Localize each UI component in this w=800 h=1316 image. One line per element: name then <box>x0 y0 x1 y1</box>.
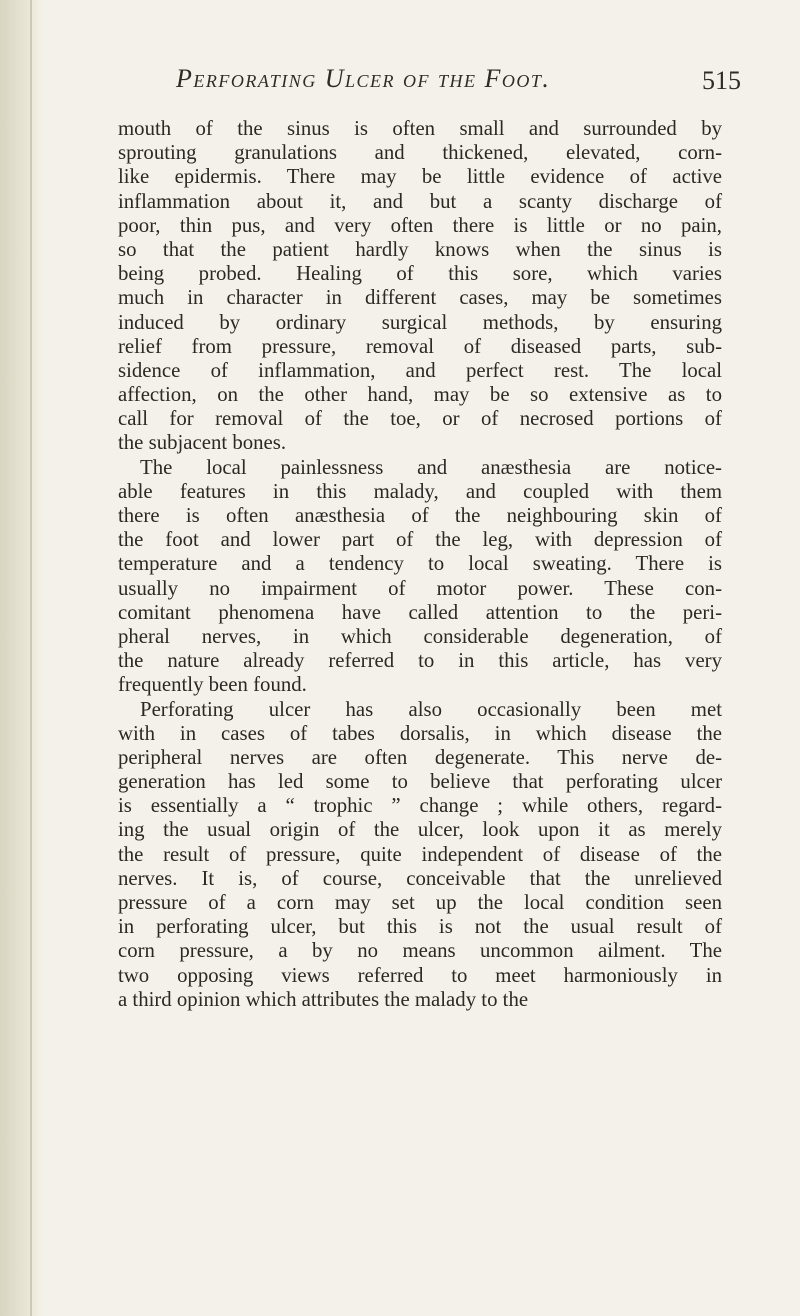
text-line: much in character in different cases, may be sometimes <box>118 286 722 310</box>
text-line: usually no impairment of motor power. These con- <box>118 576 722 600</box>
text-line: corn pressure, a by no means uncommon ailment. The <box>118 939 722 963</box>
body-text <box>118 117 722 1012</box>
text-line: comitant phenomena have called attention to the peri- <box>118 600 722 624</box>
text-line: sprouting granulations and thickened, elevated, corn- <box>118 141 722 165</box>
text-line: the subjacent bones. <box>118 431 287 455</box>
text-line: induced by ordinary surgical methods, by ensuring <box>118 310 722 334</box>
text-line: call for removal of the toe, or of necrosed portions of <box>118 407 722 431</box>
text-line: inflammation about it, and but a scanty discharge of <box>118 189 722 213</box>
text-line: in perforating ulcer, but this is not the usual result of <box>118 915 722 939</box>
text-line: temperature and a tendency to local sweating. There is <box>118 552 722 576</box>
text-line: relief from pressure, removal of diseased parts, sub- <box>118 334 722 358</box>
text-line: sidence of inflammation, and perfect rest. The local <box>118 358 722 382</box>
text-line: a third opinion which attributes the malady to the <box>118 987 529 1011</box>
text-line: poor, thin pus, and very often there is little or no pain, <box>118 213 722 237</box>
text-line: so that the patient hardly knows when the sinus is <box>118 237 722 261</box>
text-line: two opposing views referred to meet harmoniously in <box>118 963 722 987</box>
text-line: is essentially a “ trophic ” change ; while others, regard- <box>118 794 722 818</box>
text-line: there is often anæsthesia of the neighbouring skin of <box>118 504 722 527</box>
paragraph-1 <box>118 117 722 456</box>
page-number: 515 <box>702 66 741 95</box>
text-line: affection, on the other hand, may be so extensive as to <box>118 383 722 407</box>
text-line: generation has led some to believe that perforating ulcer <box>118 770 722 794</box>
text-line: being probed. Healing of this sore, which varies <box>118 262 722 286</box>
binding-shadow-line <box>30 0 32 1316</box>
paragraph-2 <box>118 456 722 698</box>
text-line: able features in this malady, and coupled with them <box>118 479 722 503</box>
text-line: pressure of a corn may set up the local condition seen <box>118 891 722 914</box>
text-line: like epidermis. There may be little evidence of active <box>118 165 722 189</box>
book-page <box>118 0 741 1316</box>
text-line: The local painlessness and anæsthesia are notice- <box>140 455 722 479</box>
text-line: frequently been found. <box>118 673 307 697</box>
text-line: nerves. It is, of course, conceivable that the unrelieved <box>118 866 722 890</box>
running-header <box>176 60 741 104</box>
text-line: pheral nerves, in which considerable degeneration, of <box>118 624 722 648</box>
text-line: ing the usual origin of the ulcer, look upon it as merely <box>118 818 722 842</box>
binding-gutter <box>0 0 42 1316</box>
text-line: peripheral nerves are often degenerate. This nerve de- <box>118 745 722 769</box>
text-line: with in cases of tabes dorsalis, in which disease the <box>118 721 722 745</box>
text-line: the foot and lower part of the leg, with depression of <box>118 528 722 552</box>
text-line: mouth of the sinus is often small and surrounded by <box>118 117 722 140</box>
text-line: the result of pressure, quite independent of disease of the <box>118 842 722 866</box>
paragraph-3 <box>118 698 722 1012</box>
running-title: Perforating Ulcer of the Foot. <box>176 64 551 93</box>
text-line: Perforating ulcer has also occasionally been met <box>140 697 722 721</box>
text-line: the nature already referred to in this article, has very <box>118 649 722 673</box>
